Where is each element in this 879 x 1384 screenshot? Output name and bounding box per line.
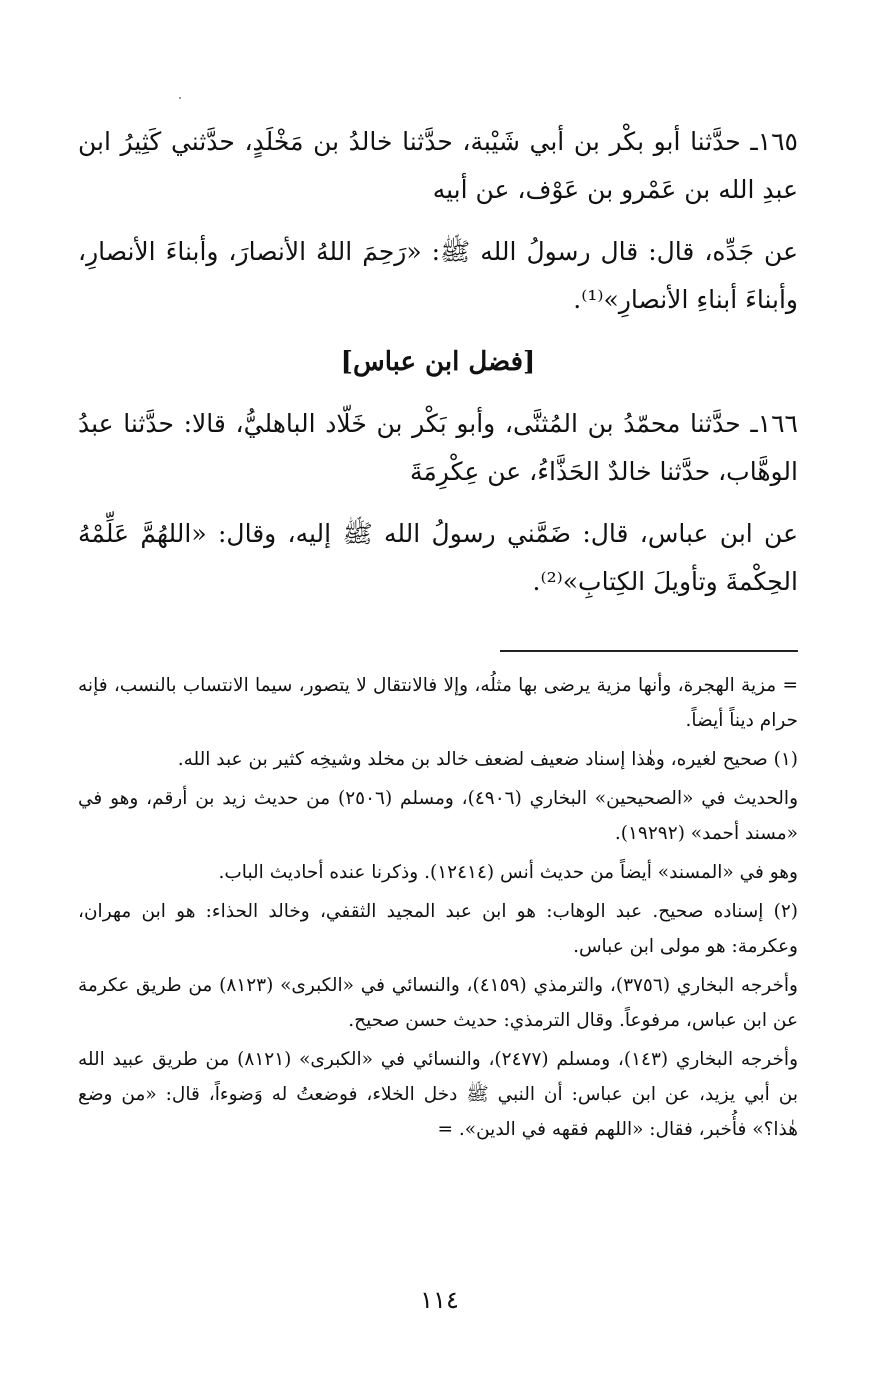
page-number: ١١٤ xyxy=(420,1286,459,1314)
hadith-166-matn-block xyxy=(78,510,798,606)
footnote-continuation: = مزية الهجرة، وأنها مزية يرضى بها مثلُه، وإلا فالانتقال لا يتصور، سيما الانتساب بالنسب، فإنه حرام ديناً أيضاً. xyxy=(78,675,798,731)
footnote-2: (٢) إسناده صحيح. عبد الوهاب: هو ابن عبد المجيد الثقفي، وخالد الحذاء: هو ابن مهران، وعكرمة: هو مولى ابن عباس. xyxy=(78,901,798,957)
hadith-165-matn: عن جَدِّه، قال: قال رسولُ الله ﷺ: «رَحِمَ اللهُ الأنصارَ، وأبناءَ الأنصارِ، وأبناءَ أبناءِ الأنصارِ»⁽¹⁾. xyxy=(78,237,798,314)
footnote-2-sources-b: وأخرجه البخاري (١٤٣)، ومسلم (٢٤٧٧)، والنسائي في «الكبرى» (٨١٢١) من طريق عبيد الله بن أبي يزيد، عن ابن عباس: أن النبي ﷺ دخل الخلاء، فوضعتُ له وَضوءاً، قال: «من وضع هٰذا؟» فأُخبر، فقال: «اللهم فقهه في الدين». = xyxy=(78,1049,798,1140)
main-text xyxy=(78,118,798,606)
page-body xyxy=(78,118,798,1151)
section-heading: [فضل ابن عباس] xyxy=(340,347,536,377)
scan-speck xyxy=(179,97,181,99)
footnote-2-sources-a: وأخرجه البخاري (٣٧٥٦)، والترمذي (٤١٥٩)، والنسائي في «الكبرى» (٨١٢٣) من طريق عكرمة عن ابن عباس، مرفوعاً. وقال الترمذي: حديث حسن صحيح. xyxy=(78,975,798,1031)
footnotes xyxy=(78,668,798,1147)
hadith-166-matn: عن ابن عباس، قال: ضَمَّني رسولُ الله ﷺ إليه، وقال: «اللهُمَّ عَلِّمْهُ الحِكْمةَ وتأويلَ الكِتابِ»⁽²⁾. xyxy=(78,519,798,596)
hadith-165 xyxy=(78,118,798,214)
footnote-separator xyxy=(500,650,798,652)
hadith-166 xyxy=(78,400,798,496)
hadith-165-isnad: ١٦٥ـ حدَّثنا أبو بكْر بن أبي شَيْبة، حدَّثنا خالدُ بن مَخْلَدٍ، حدَّثني كَثِيرُ ابن عبدِ الله بن عَمْرو بن عَوْف، عن أبيه xyxy=(78,127,798,204)
hadith-166-isnad: ١٦٦ـ حدَّثنا محمّدُ بن المُثنَّى، وأبو بَكْر بن خَلّاد الباهليُّ، قالا: حدَّثنا عبدُ الوهَّاب، حدَّثنا خالدٌ الحَذَّاءُ، عن عِكْرِمَةَ xyxy=(78,409,798,486)
footnote-1-musnad: وهو في «المسند» أيضاً من حديث أنس (١٢٤١٤). وذكرنا عنده أحاديث الباب. xyxy=(218,862,798,883)
hadith-165-matn-block xyxy=(78,228,798,324)
footnote-separator-wrap xyxy=(78,620,798,668)
footnote-1: (١) صحيح لغيره، وهٰذا إسناد ضعيف لضعف خالد بن مخلد وشيخِه كثير بن عبد الله. xyxy=(177,749,798,770)
footnote-1-sources: والحديث في «الصحيحين» البخاري (٤٩٠٦)، ومسلم (٢٥٠٦) من حديث زيد بن أرقم، وهو في «مسند أحمد» (١٩٢٩٢). xyxy=(78,788,798,844)
